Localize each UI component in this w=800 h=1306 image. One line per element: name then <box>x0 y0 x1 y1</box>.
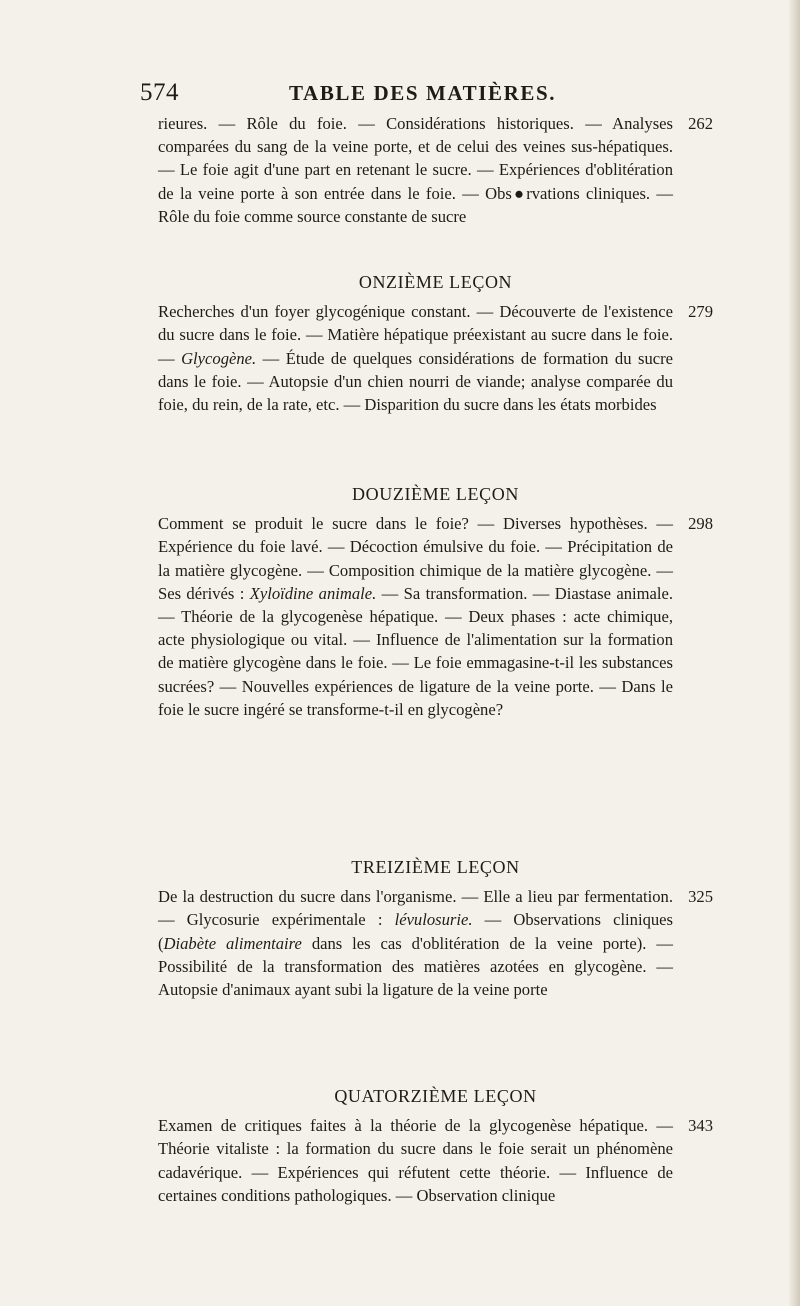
toc-entry-text: rieures. — Rôle du foie. — Considérations historiques. — Analyses comparées du sang de la veine porte, et de celui des veines sus-hépatiques. — Le foie agit d'une part en retenant le sucre. — Expériences d'oblitération de la veine porte à son entrée dans le foie. — Obs●rvations cliniques. — Rôle du foie comme source constante de sucre <box>158 114 673 226</box>
toc-entry-text: Recherches d'un foyer glycogénique constant. — Découverte de l'existence du sucre dans le foie. — Matière hépatique préexistant au sucre dans le foie. — Glycogène. — Étude de quelques considérations de formation du sucre dans le foie. — Autopsie d'un chien nourri de viande; analyse comparée du foie, du rein, de la rate, etc. — Disparition du sucre dans les états morbides <box>158 302 673 415</box>
lesson-14 <box>158 1085 713 1207</box>
lesson-12 <box>158 483 713 721</box>
lesson-title: DOUZIÈME LEÇON <box>352 484 519 504</box>
page-header <box>140 79 700 109</box>
toc-page-number: 325 <box>688 887 713 907</box>
toc-entry-text: De la destruction du sucre dans l'organisme. — Elle a lieu par fermentation. — Glycosurie expérimentale : lévulosurie. — Observations cliniques (Diabète alimentaire dans les cas d'oblitération de la veine porte). — Possibilité de la transformation des matières azotées en glycogène. — Autopsie d'animaux ayant subi la ligature de la veine porte <box>158 887 673 1000</box>
toc-entry-text: Examen de critiques faites à la théorie de la glycogenèse hépatique. — Théorie vitaliste : la formation du sucre dans le foie serait un phénomène cadavérique. — Expériences qui réfutent cette théorie. — Influence de certaines conditions pathologiques. — Observation clinique <box>158 1116 673 1205</box>
lesson-title: TREIZIÈME LEÇON <box>351 857 520 877</box>
lesson-title: ONZIÈME LEÇON <box>358 272 513 292</box>
toc-page-number: 279 <box>688 302 713 322</box>
toc-page-number: 298 <box>688 514 713 534</box>
lesson-11 <box>158 271 713 416</box>
lesson-13 <box>158 856 713 1001</box>
running-title: TABLE DES MATIÈRES. <box>289 81 557 105</box>
page-edge-shadow <box>788 0 800 1306</box>
toc-entry-text: Comment se produit le sucre dans le foie? — Diverses hypothèses. — Expérience du foie lavé. — Décoction émulsive du foie. — Précipitation de la matière glycogène. — Composition chimique de la matière glycogène. — Ses dérivés : Xyloïdine animale. — Sa transformation. — Diastase animale. — Théorie de la glycogenèse hépatique. — Deux phases : acte chimique, acte physiologique ou vital. — Influence de l'alimentation sur la formation de matière glycogène dans le foie. — Le foie emmagasine-t-il les substances sucrées? — Nouvelles expériences de ligature de la veine porte. — Dans le foie le sucre ingéré se transforme-t-il en glycogène? <box>158 514 673 719</box>
toc-page-number: 262 <box>688 114 713 133</box>
toc-page-number: 343 <box>688 1116 713 1136</box>
toc-entry-continuation <box>158 112 713 228</box>
page-number: 574 <box>140 79 179 106</box>
lesson-title: QUATORZIÈME LEÇON <box>334 1086 537 1106</box>
